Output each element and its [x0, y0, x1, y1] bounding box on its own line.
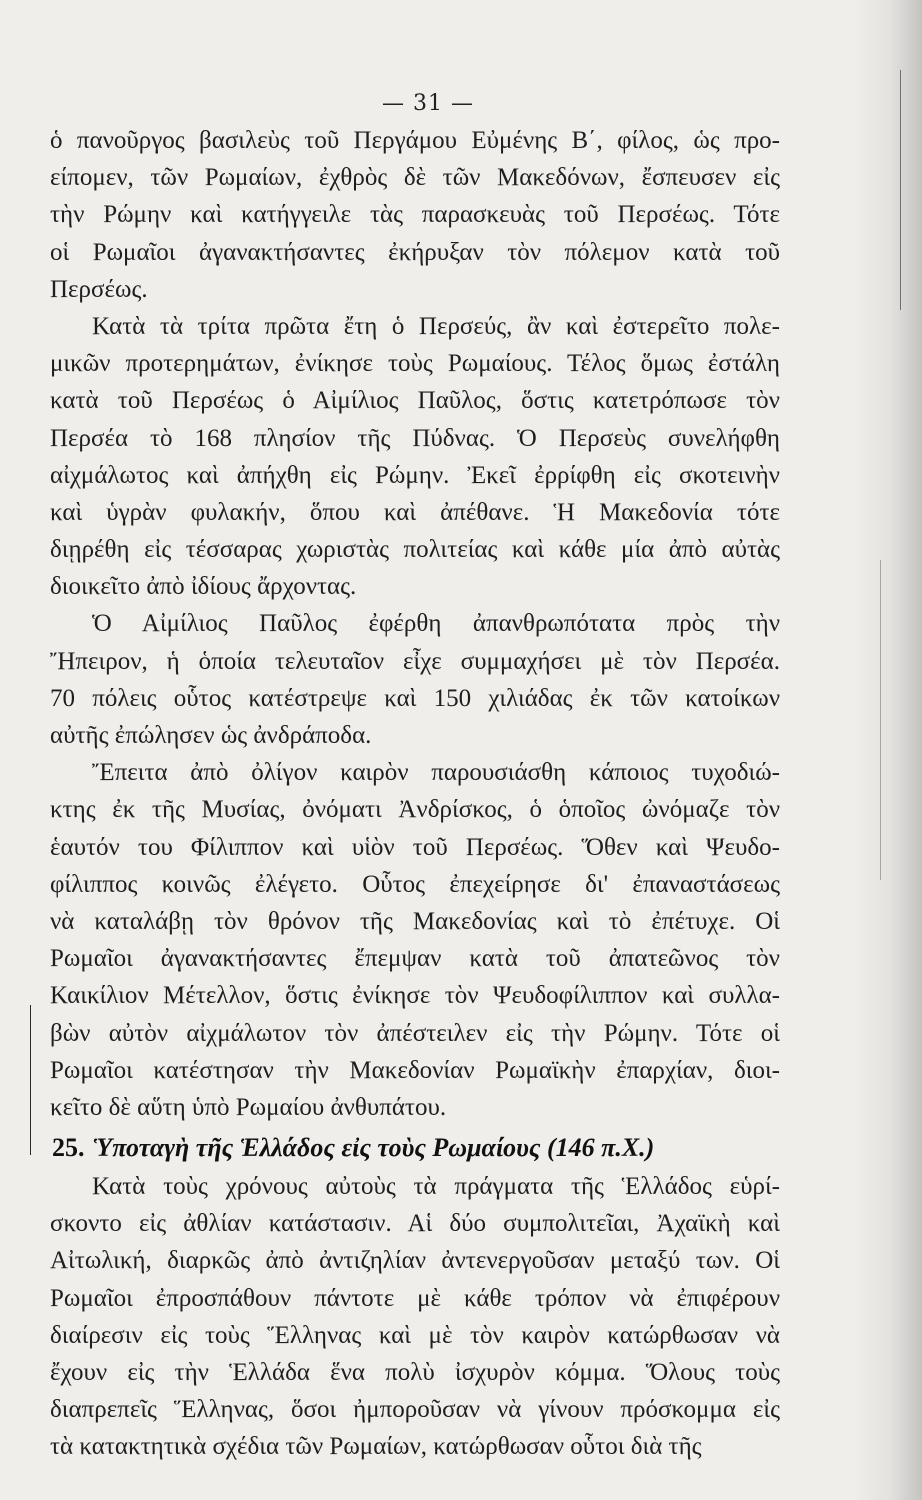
text-line: βὼν αὐτὸν αἰχμάλωτον τὸν ἀπέστειλεν εἰς τὴν Ρώμην. Τότε οἱ — [50, 1019, 780, 1047]
text-line: ἔχουν εἰς τὴν Ἑλλάδα ἕνα πολὺ ἰσχυρὸν κόμμα. Ὅλους τοὺς — [50, 1359, 780, 1386]
text-line: τὴν Ρώμην καὶ κατήγγειλε τὰς παρασκευὰς τοῦ Περσέως. Τότε — [50, 201, 780, 229]
text-line: Ἔπειτα ἀπὸ ὀλίγον καιρὸν παρουσιάσθη κάποιος τυχοδιώ- — [92, 759, 780, 787]
text-line: 70 πόλεις οὗτος κατέστρεψε καὶ 150 χιλιάδας ἐκ τῶν κατοίκων — [50, 684, 780, 712]
text-line: κτης ἐκ τῆς Μυσίας, ὀνόματι Ἀνδρίσκος, ὁ ὁποῖος ὠνόμαζε τὸν — [50, 796, 780, 824]
text-line: φίλιππος κοινῶς ἐλέγετο. Οὗτος ἐπεχείρησε δι' ἐπαναστάσεως — [50, 870, 780, 898]
scan-artifact-line — [30, 1005, 31, 1155]
text-line: Ρωμαῖοι κατέστησαν τὴν Μακεδονίαν Ρωμαϊκὴν ἐπαρχίαν, διοι- — [50, 1056, 780, 1084]
text-line: τὰ κατακτητικὰ σχέδια τῶν Ρωμαίων, κατώρθωσαν οὗτοι διὰ τῆς — [50, 1433, 702, 1461]
paragraph — [50, 605, 780, 754]
text-line: διῃρέθη εἰς τέσσαρας χωριστὰς πολιτείας καὶ κάθε μία ἀπὸ αὐτὰς — [50, 536, 780, 564]
paragraph — [50, 308, 780, 606]
text-line: οἱ Ρωμαῖοι ἀγανακτήσαντες ἐκήρυξαν τὸν πόλεμον κατὰ τοῦ — [50, 238, 780, 266]
section-heading — [50, 1128, 780, 1168]
text-line: νὰ καταλάβῃ τὸν θρόνον τῆς Μακεδονίας καὶ τὸ ἐπέτυχε. Οἱ — [50, 907, 780, 935]
text-line: Περσέως. — [50, 275, 148, 303]
text-line: Καικίλιον Μέτελλον, ὅστις ἐνίκησε τὸν Ψευδοφίλιππον καὶ συλλα- — [50, 982, 780, 1010]
scan-artifact-line — [900, 70, 901, 310]
paragraph — [50, 754, 780, 1126]
text-line: κατὰ τοῦ Περσέως ὁ Αἰμίλιος Παῦλος, ὅστις κατετρόπωσε τὸν — [50, 387, 780, 415]
text-line: Κατὰ τοὺς χρόνους αὐτοὺς τὰ πράγματα τῆς Ἑλλάδος εὑρί- — [92, 1173, 780, 1201]
text-line: Αἰτωλική, διαρκῶς ἀπὸ ἀντιζηλίαν ἀντενεργοῦσαν μεταξύ των. Οἱ — [50, 1247, 780, 1275]
text-line: αἰχμάλωτος καὶ ἀπήχθη εἰς Ρώμην. Ἐκεῖ ἐρρίφθη εἰς σκοτεινὴν — [50, 461, 780, 489]
text-line: Ὁ Αἰμίλιος Παῦλος ἐφέρθη ἀπανθρωπότατα πρὸς τὴν — [92, 610, 780, 638]
text-body — [50, 122, 780, 1466]
text-line: διαπρεπεῖς Ἕλληνας, ὅσοι ἠμποροῦσαν νὰ γίνουν πρόσκομμα εἰς — [50, 1396, 780, 1424]
text-line: Ἤπειρον, ἡ ὁποία τελευταῖον εἶχε συμμαχήσει μὲ τὸν Περσέα. — [50, 647, 780, 675]
section-heading-title: Ὑποταγὴ τῆς Ἑλλάδος εἰς τοὺς Ρωμαίους (146 π.Χ.) — [92, 1133, 655, 1163]
page-number: — 31 — — [382, 91, 474, 116]
text-line: αὐτῆς ἐπώλησεν ὡς ἀνδράποδα. — [50, 722, 372, 749]
paragraph — [50, 122, 780, 308]
text-line: ὁ πανοῦργος βασιλεὺς τοῦ Περγάμου Εὐμένης Β΄, φίλος, ὡς προ- — [50, 127, 780, 154]
text-after-heading — [50, 1168, 780, 1466]
paragraph — [50, 1168, 780, 1466]
text-line: Περσέα τὸ 168 πλησίον τῆς Πύδνας. Ὁ Περσεὺς συνελήφθη — [50, 424, 780, 452]
text-line: Κατὰ τὰ τρίτα πρῶτα ἔτη ὁ Περσεύς, ἂν καὶ ἐστερεῖτο πολε- — [92, 312, 780, 340]
section-heading-number: 25. — [52, 1133, 85, 1163]
text-line: Ρωμαῖοι ἀγανακτήσαντες ἔπεμψαν κατὰ τοῦ ἀπατεῶνος τὸν — [50, 945, 780, 973]
text-line: κεῖτο δὲ αὕτη ὑπὸ Ρωμαίου ἀνθυπάτου. — [50, 1093, 447, 1121]
text-before-heading — [50, 122, 780, 1126]
text-line: διοικεῖτο ἀπὸ ἰδίους ἄρχοντας. — [50, 573, 357, 601]
text-line: ἑαυτόν του Φίλιππον καὶ υἱὸν τοῦ Περσέως. Ὅθεν καὶ Ψευδο- — [50, 833, 780, 861]
text-line: μικῶν προτερημάτων, ἐνίκησε τοὺς Ρωμαίους. Τέλος ὅμως ἐστάλη — [50, 350, 780, 378]
scan-artifact-line — [880, 560, 881, 880]
scan-shadow-edge — [852, 0, 922, 1500]
text-line: Ρωμαῖοι ἐπροσπάθουν πάντοτε μὲ κάθε τρόπον νὰ ἐπιφέρουν — [50, 1284, 780, 1312]
text-line: καὶ ὑγρὰν φυλακήν, ὅπου καὶ ἀπέθανε. Ἡ Μακεδονία τότε — [50, 498, 780, 526]
text-line: είπομεν, τῶν Ρωμαίων, ἐχθρὸς δὲ τῶν Μακεδόνων, ἔσπευσεν εἰς — [50, 164, 780, 192]
text-line: σκοντο εἰς ἀθλίαν κατάστασιν. Αἱ δύο συμπολιτεῖαι, Ἀχαϊκὴ καὶ — [50, 1210, 780, 1238]
text-line: διαίρεσιν εἰς τοὺς Ἕλληνας καὶ μὲ τὸν καιρὸν κατώρθωσαν νὰ — [50, 1321, 780, 1349]
